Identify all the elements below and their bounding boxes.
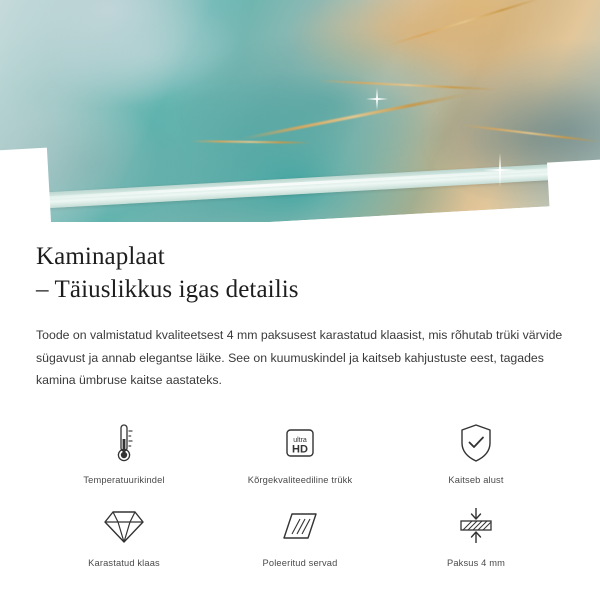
feature-label: Kaitseb alust (448, 475, 504, 486)
headline-line-1: Kaminaplaat (36, 243, 165, 270)
feature-item (212, 503, 388, 568)
shield-check-icon (456, 420, 496, 466)
feature-grid (36, 420, 564, 568)
diamond-icon (102, 503, 146, 549)
feature-item (36, 503, 212, 568)
feature-item (388, 420, 564, 485)
feature-label: Karastatud klaas (88, 558, 160, 569)
page-title (36, 222, 564, 306)
svg-text:ultra: ultra (293, 437, 307, 445)
thermometer-icon (109, 420, 139, 466)
feature-item (212, 420, 388, 485)
feature-label: Temperatuurikindel (83, 475, 165, 486)
thickness-icon (454, 503, 498, 549)
description-paragraph: Toode on valmistatud kvaliteetsest 4 mm paksusest karastatud klaasist, mis rõhutab trüki värvide sügavust ja annab elegantse läike. See on kuumuskindel ja kaitseb kahjustuste eest, tagades kamina ümbruse kaitse aastateks. (36, 328, 563, 388)
polished-edges-icon (278, 503, 322, 549)
feature-item (36, 420, 212, 485)
feature-label: Poleeritud servad (262, 558, 338, 569)
feature-item (388, 503, 564, 568)
content-area (0, 222, 600, 568)
feature-label: Paksus 4 mm (447, 558, 505, 569)
image-corner-mask-left (0, 148, 53, 222)
hero-image (0, 0, 600, 222)
headline-line-2: – Täiuslikkus igas detailis (36, 276, 299, 303)
ultra-hd-icon (280, 420, 320, 466)
svg-text:HD: HD (292, 443, 308, 456)
feature-label: Kõrgekvaliteediline trükk (247, 475, 353, 486)
image-corner-mask-right (547, 158, 600, 222)
